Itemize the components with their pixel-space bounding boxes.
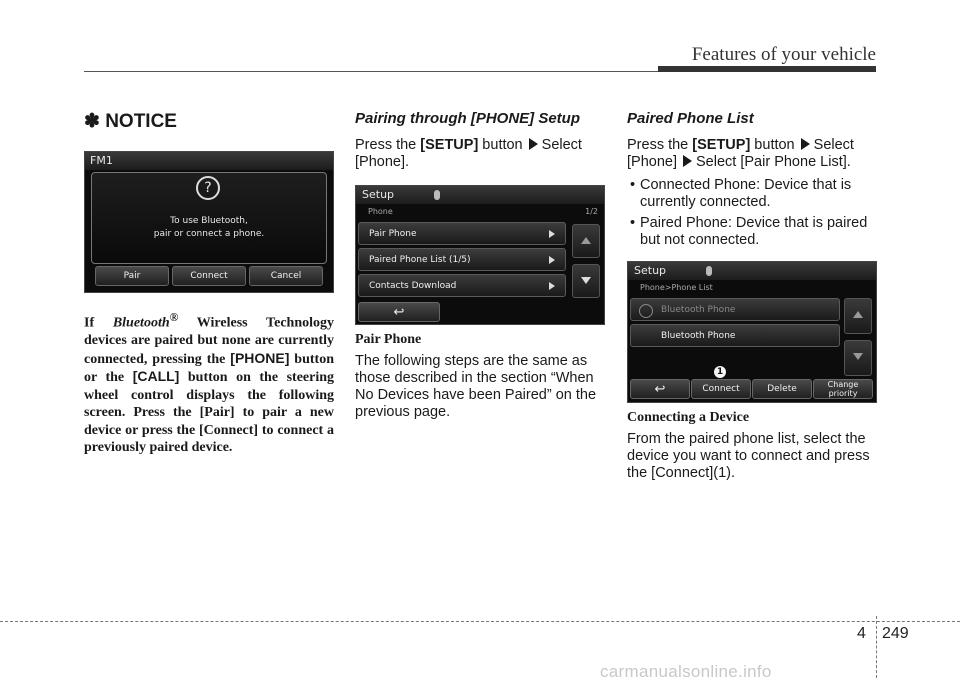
arrow-right-icon	[683, 155, 692, 167]
cancel-button[interactable]: Cancel	[249, 266, 323, 286]
dialog-message-line2: pair or connect a phone.	[153, 229, 265, 239]
phone-status-list	[627, 177, 877, 249]
pair-button[interactable]: Pair	[95, 266, 169, 286]
back-button[interactable]: ↩	[630, 379, 690, 399]
arrow-right-icon	[801, 138, 810, 150]
scroll-down-button[interactable]	[844, 340, 872, 376]
help-icon: ?	[196, 176, 220, 200]
list-item-connected-phone[interactable]: Bluetooth Phone	[630, 298, 840, 321]
header-rule-accent	[658, 66, 876, 72]
page-indicator: 1/2	[585, 207, 598, 216]
connecting-body: From the paired phone list, select the device you want to connect and press the [Connect](1).	[627, 430, 870, 481]
screen-subtitle: Phone	[368, 207, 393, 216]
scroll-up-button[interactable]	[844, 298, 872, 334]
screen-title: Setup	[362, 188, 395, 201]
screen-subtitle: Phone>Phone List	[640, 283, 713, 292]
caption-pair-phone: Pair Phone	[355, 332, 422, 347]
bluetooth-icon	[434, 190, 440, 200]
scroll-down-button[interactable]	[572, 264, 600, 298]
scroll-up-button[interactable]	[572, 224, 600, 258]
bluetooth-icon	[706, 266, 712, 276]
page-header-title: Features of your vehicle	[691, 44, 876, 65]
footer-separator	[876, 616, 877, 678]
list-item-contacts-download[interactable]: Contacts Download	[358, 274, 566, 297]
callout-marker: 1	[714, 366, 726, 378]
triangle-down-icon	[853, 353, 863, 360]
triangle-down-icon	[581, 277, 591, 284]
chevron-right-icon	[549, 282, 555, 290]
phone-list-screen	[627, 261, 877, 403]
connect-button[interactable]: Connect	[691, 379, 751, 399]
call-key-label: [CALL]	[132, 368, 180, 385]
chevron-right-icon	[549, 230, 555, 238]
watermark: carmanualsonline.info	[600, 662, 772, 681]
notice-column	[84, 108, 334, 457]
list-item-pair-phone[interactable]: Pair Phone	[358, 222, 566, 245]
phone-key-label: [PHONE]	[230, 349, 290, 366]
setup-phone-screen	[355, 185, 605, 325]
triangle-up-icon	[853, 311, 863, 318]
notice-title: ✽ NOTICE	[84, 111, 177, 132]
section-title-paired-list: Paired Phone List	[627, 110, 754, 127]
footer-rule	[0, 621, 960, 622]
bluetooth-prompt-screen	[84, 151, 334, 293]
paired-list-instruction: Press the [SETUP] button Select [Phone] Select [Pair Phone List].	[627, 137, 854, 170]
play-icon	[639, 304, 653, 318]
pairing-body: The following steps are the same as those described in the section “When No Devices have been Paired” on the previous page.	[355, 352, 597, 420]
notice-body: If Bluetooth® Wireless Technology devices are paired but none are currently connected, pressing the [PHONE] button or the [CALL] button on the steering wheel control displays the following screen. Press the [Pair] to pair a new device or press the [Connect] to connect a previously paired device.	[84, 311, 335, 456]
pairing-column	[355, 108, 605, 421]
section-title-pairing: Pairing through [PHONE] Setup	[355, 110, 580, 127]
triangle-up-icon	[581, 237, 591, 244]
pairing-instruction: Press the [SETUP] button Select [Phone].	[355, 137, 582, 170]
change-priority-button[interactable]: Change priority	[813, 379, 873, 399]
caption-connecting-device: Connecting a Device	[627, 410, 750, 425]
list-item-paired-phone-list[interactable]: Paired Phone List (1/5)	[358, 248, 566, 271]
paired-list-column	[627, 108, 877, 482]
list-item: • Paired Phone: Device that is paired but not connected.	[627, 215, 877, 249]
arrow-right-icon	[529, 138, 538, 150]
dialog-message-line1: To use Bluetooth,	[170, 216, 248, 226]
delete-button[interactable]: Delete	[752, 379, 812, 399]
chapter-number: 4	[857, 625, 866, 642]
back-button[interactable]: ↩	[358, 302, 440, 322]
connect-button[interactable]: Connect	[172, 266, 246, 286]
radio-mode-label: FM1	[90, 154, 113, 167]
list-item: • Connected Phone: Device that is currently connected.	[627, 177, 877, 211]
chevron-right-icon	[549, 256, 555, 264]
screen-title: Setup	[634, 264, 667, 277]
list-item-paired-phone[interactable]: Bluetooth Phone	[630, 324, 840, 347]
page-number: 249	[882, 625, 909, 642]
